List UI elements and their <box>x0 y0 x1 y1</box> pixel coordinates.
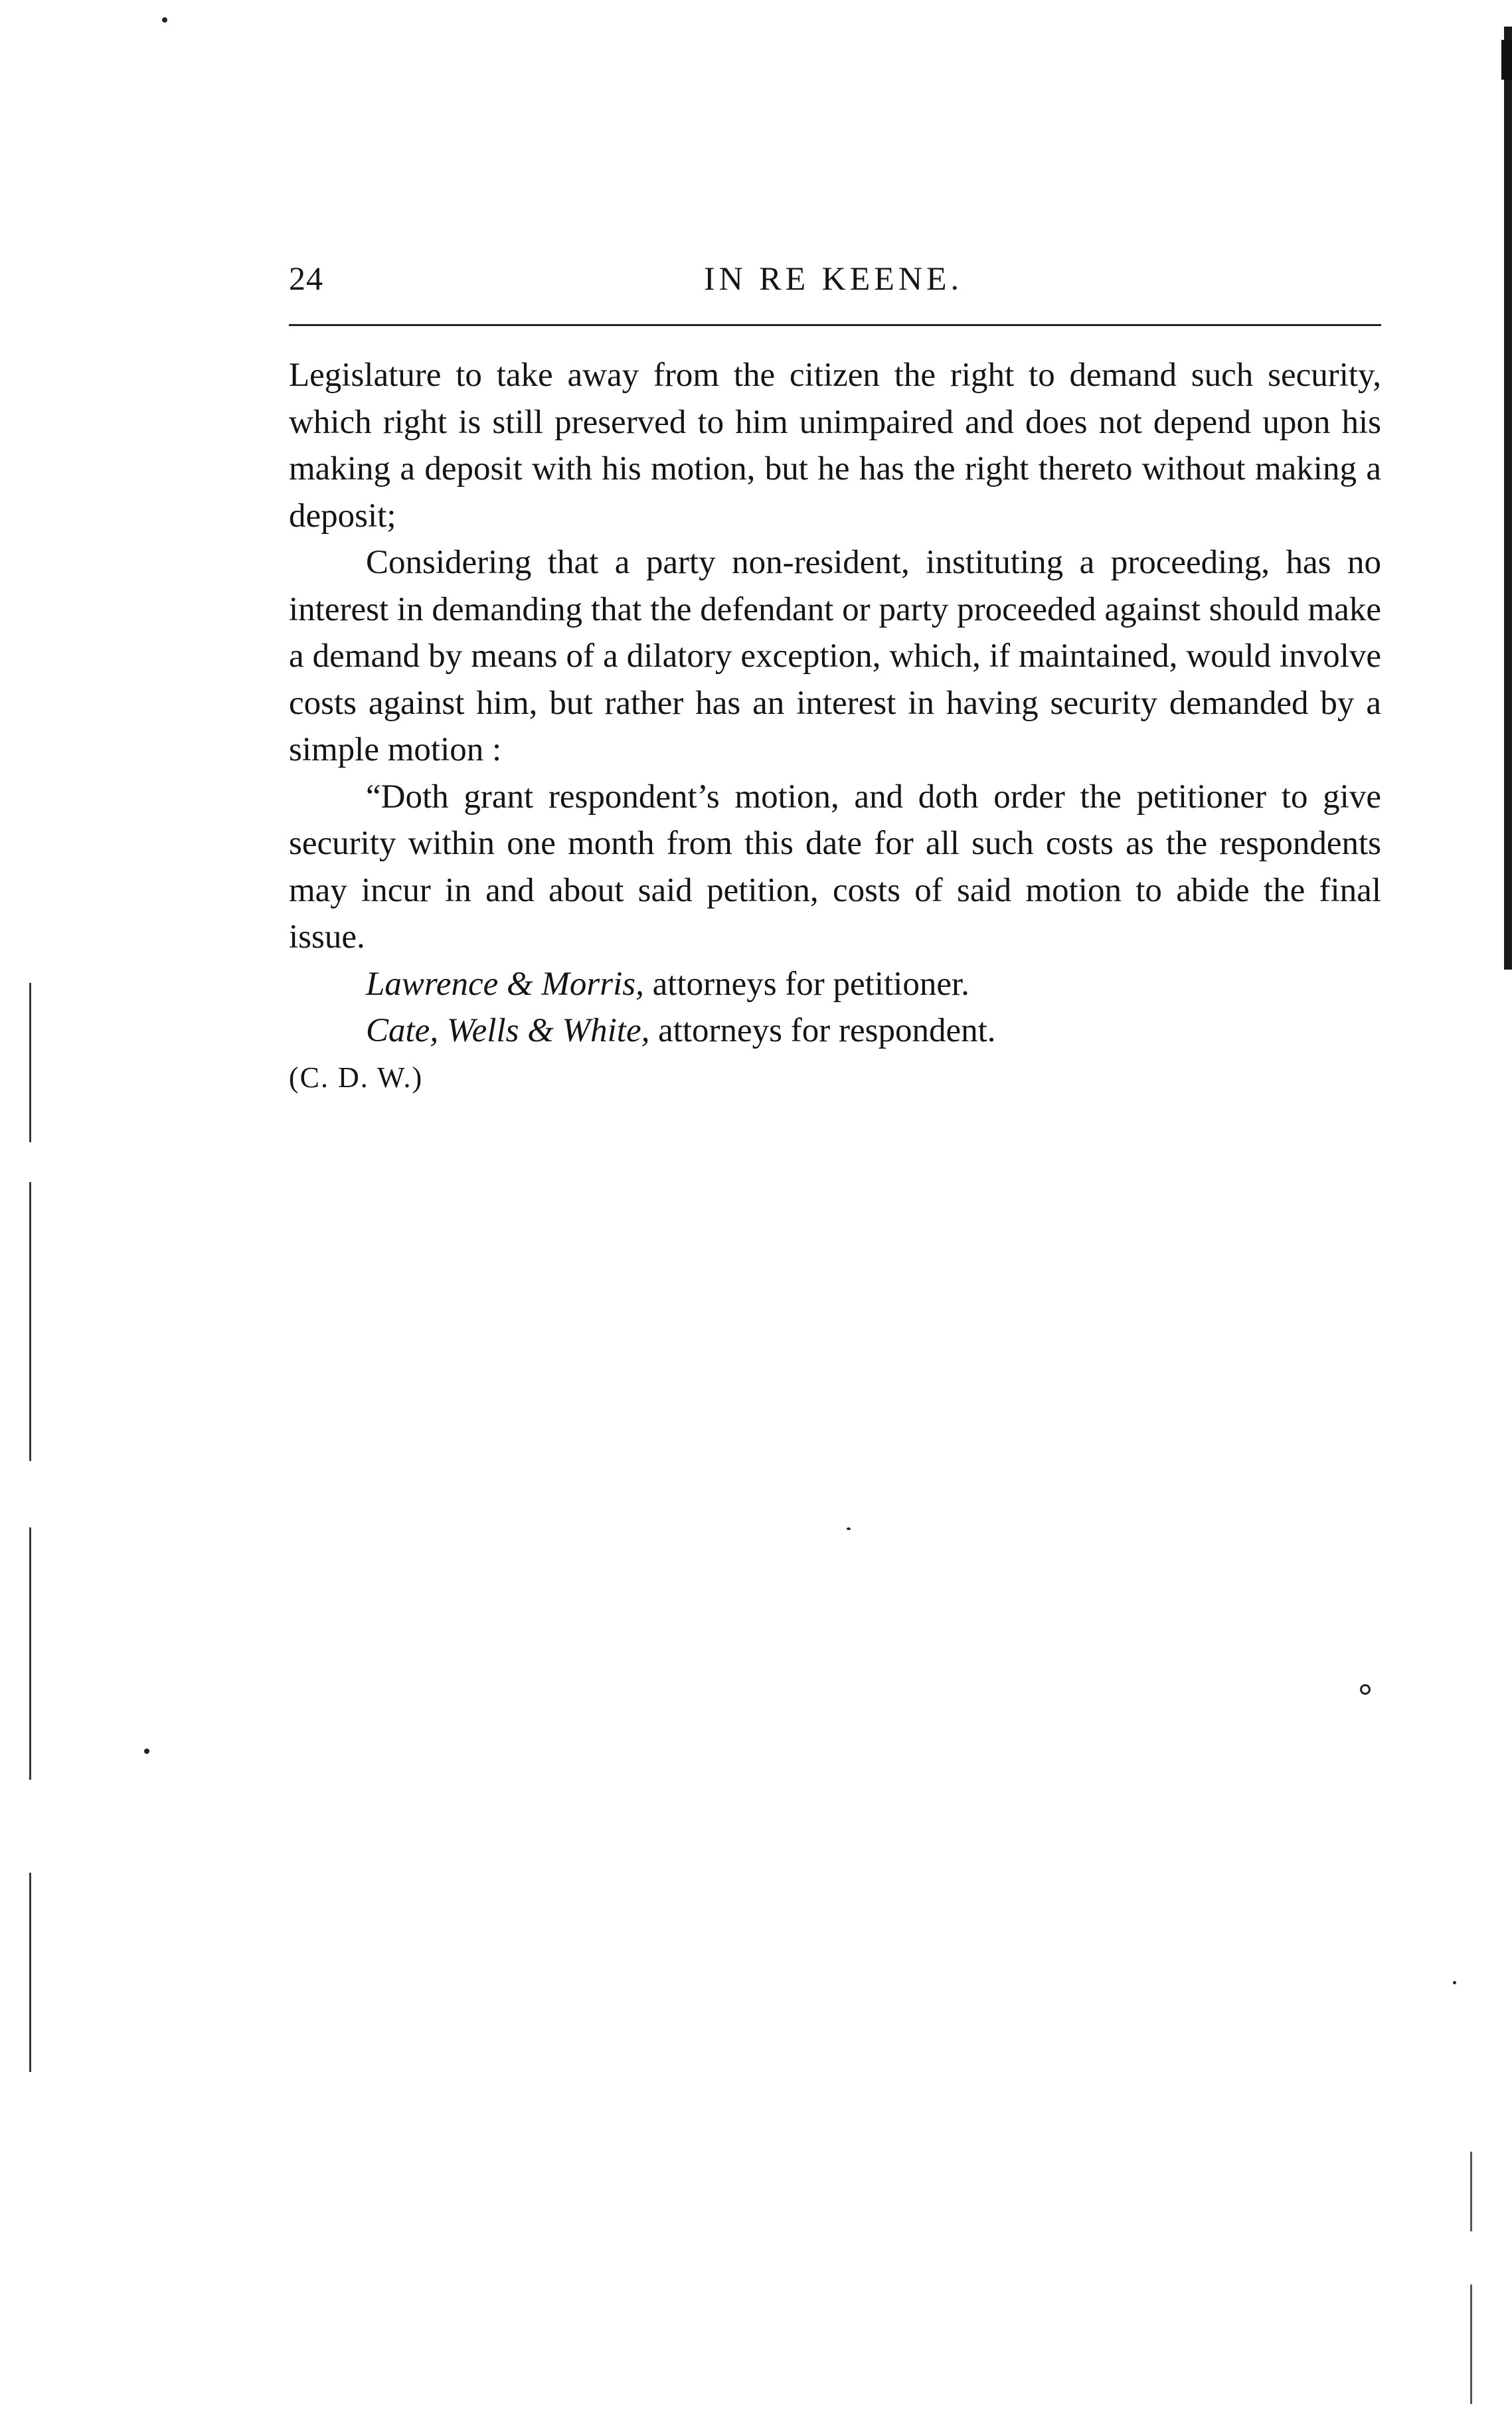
page-edge-mark <box>1501 40 1512 80</box>
attorney-role: attorneys for petitioner. <box>652 965 969 1003</box>
paragraph: Considering that a party non-resident, instituting a proceeding, has no interest in demanding that the defendant or party proceeded against should make a demand by means of a dilatory exception, which, if maintained, would involve costs against him, but rather has an interest in having security demanded by a simple motion : <box>289 544 1381 768</box>
running-head <box>289 252 1378 305</box>
attorney-names: Cate, Wells & White, <box>366 1012 650 1049</box>
scan-artifact-line <box>29 1527 31 1780</box>
scan-speck <box>162 17 167 23</box>
running-title: IN RE KEENE. <box>704 260 963 297</box>
attorney-names: Lawrence & Morris, <box>366 965 644 1003</box>
attorney-line-respondent <box>289 1007 1381 1055</box>
page-number: 24 <box>289 260 323 297</box>
scan-speck <box>1453 1981 1456 1984</box>
scan-speck <box>1360 1684 1371 1695</box>
quoted-judgment: “Doth grant respondent’s motion, and doth order the petitioner to give security within one month from this date for all such costs as the respondents may incur in and about said petition, costs of said motion to abide the final issue. <box>289 778 1381 956</box>
scan-artifact-line <box>1470 2284 1472 2404</box>
reporter-initials: (C. D. W.) <box>289 1061 424 1094</box>
body-text <box>289 352 1381 1101</box>
scan-artifact-line <box>1470 2152 1472 2231</box>
scan-artifact-line <box>29 983 31 1142</box>
scan-artifact-line <box>29 1873 31 2072</box>
scan-speck <box>144 1749 149 1754</box>
header-rule <box>289 324 1381 326</box>
attorney-line-petitioner <box>289 961 1381 1008</box>
scan-artifact-line <box>29 1182 31 1461</box>
scan-speck <box>847 1527 851 1530</box>
paragraph: Legislature to take away from the citizen the right to demand such security, which right is still preserved to him unimpaired and does not depend upon his making a deposit with his motion, but he has the right thereto without making a deposit; <box>289 357 1381 535</box>
attorney-role: attorneys for respondent. <box>658 1012 996 1049</box>
page-edge-shadow <box>1504 27 1512 970</box>
